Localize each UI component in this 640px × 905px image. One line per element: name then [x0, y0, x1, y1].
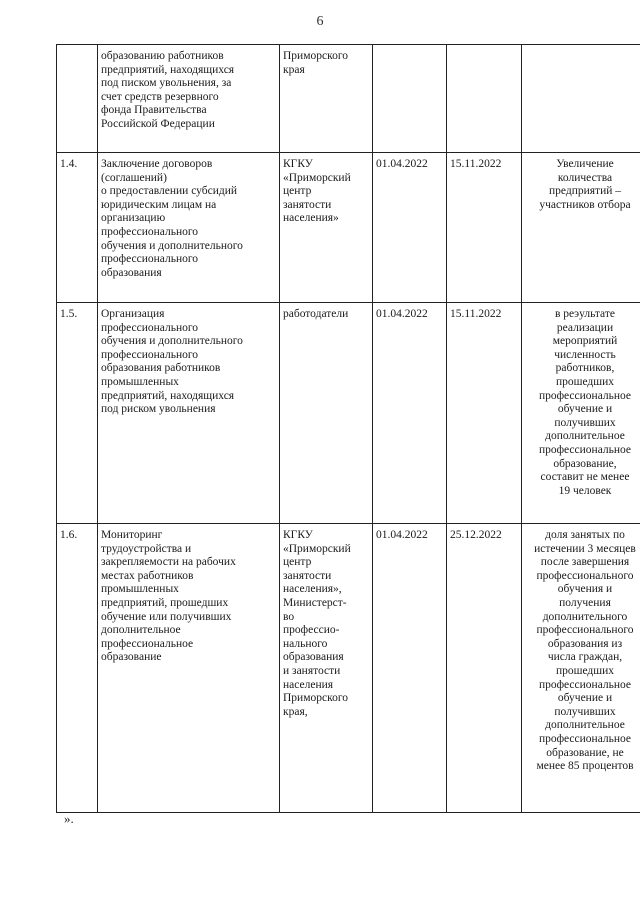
- cell-executor: работодатели: [280, 303, 373, 524]
- cell-start-date: [373, 45, 447, 153]
- closing-quote-mark: ».: [64, 811, 74, 826]
- cell-end-date: [447, 45, 522, 153]
- action-plan-table: [56, 44, 640, 813]
- table-row: [57, 303, 640, 524]
- cell-result: [522, 45, 640, 153]
- cell-number: [57, 45, 98, 153]
- cell-result: в реэультате реализации мероприятий численность работников, прошедших профессиональное обучение и получивших дополнительное профессиональное образование, составит не менее 19 человек: [522, 303, 640, 524]
- cell-end-date: 15.11.2022: [447, 153, 522, 303]
- cell-activity-name: Организация профессионального обучения и дополнительного профессионального образования работников промышленных предприятий, находящихся под риском увольнения: [98, 303, 280, 524]
- cell-end-date: 15.11.2022: [447, 303, 522, 524]
- cell-activity-name: Заключение договоров (соглашений) о предоставлении субсидий юридическим лицам на организацию профессионального обучения и дополнительного профессионального образования: [98, 153, 280, 303]
- cell-number: 1.6.: [57, 524, 98, 813]
- cell-start-date: 01.04.2022: [373, 153, 447, 303]
- cell-activity-name: образованию работников предприятий, находящихся под писком увольнения, за счет средств резервного фонда Правительства Российской Федерации: [98, 45, 280, 153]
- cell-executor: КГКУ «Приморский центр занятости населения», Министерст- во профессио- нального образования и занятости населения Приморского края,: [280, 524, 373, 813]
- cell-number: 1.5.: [57, 303, 98, 524]
- cell-end-date: 25.12.2022: [447, 524, 522, 813]
- table-row: [57, 524, 640, 813]
- cell-number: 1.4.: [57, 153, 98, 303]
- cell-start-date: 01.04.2022: [373, 303, 447, 524]
- cell-executor: КГКУ «Приморский центр занятости населения»: [280, 153, 373, 303]
- cell-result: доля занятых по истечении 3 месяцев после завершения профессионального обучения и получения дополнительного профессионального образования из числа граждан, прошедших профессиональное обучение и получивших дополнительное профессиональное образование, не менее 85 процентов: [522, 524, 640, 813]
- table-row: [57, 153, 640, 303]
- page-number: 6: [316, 14, 324, 29]
- table-row: [57, 45, 640, 153]
- cell-result: Увеличение количества предприятий – участников отбора: [522, 153, 640, 303]
- cell-start-date: 01.04.2022: [373, 524, 447, 813]
- cell-executor: Приморского края: [280, 45, 373, 153]
- cell-activity-name: Мониторинг трудоустройства и закрепляемости на рабочих местах работников промышленных предприятий, прошедших обучение или получивших дополнительное профессиональное образование: [98, 524, 280, 813]
